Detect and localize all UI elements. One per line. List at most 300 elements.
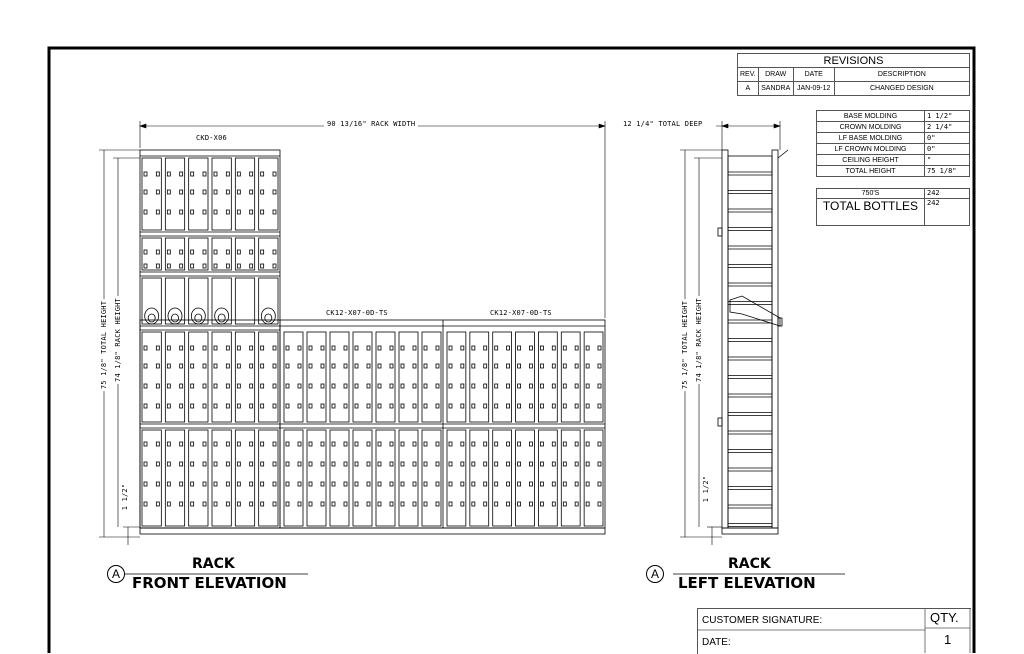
rack-peg [250, 404, 253, 408]
rack-peg [191, 364, 194, 368]
qty-label: QTY. [930, 610, 959, 625]
rack-peg [529, 462, 532, 466]
rack-peg [214, 264, 217, 268]
bottle-neck [172, 314, 179, 322]
rack-peg [355, 346, 358, 350]
rack-peg [563, 482, 566, 486]
rack-peg [226, 172, 229, 176]
rack-peg [203, 172, 206, 176]
rack-peg [191, 250, 194, 254]
rev-header: REV. [738, 68, 759, 82]
rack-peg [355, 364, 358, 368]
rack-peg [378, 364, 381, 368]
rack-peg [237, 442, 240, 446]
rack-peg [167, 482, 170, 486]
rack-peg [250, 172, 253, 176]
rack-column [538, 430, 557, 526]
rack-peg [529, 502, 532, 506]
rack-peg [518, 364, 521, 368]
rack-peg [449, 364, 452, 368]
left-elevation [718, 150, 788, 534]
rack-peg [575, 364, 578, 368]
rack-peg [203, 482, 206, 486]
rack-peg [378, 502, 381, 506]
date-label: DATE: [702, 637, 731, 648]
rack-peg [472, 442, 475, 446]
rack-peg [203, 190, 206, 194]
base-molding [140, 528, 605, 534]
rack-peg [250, 190, 253, 194]
rack-peg [250, 502, 253, 506]
rack-peg [250, 364, 253, 368]
rack-peg [167, 346, 170, 350]
rack-peg [436, 364, 439, 368]
rack-peg [436, 404, 439, 408]
rack-peg [250, 442, 253, 446]
front-total-height-label: 75 1/8" TOTAL HEIGHT [100, 300, 108, 390]
rack-peg [518, 384, 521, 388]
rack-peg [598, 442, 601, 446]
left-rack-height-label: 74 1/8" RACK HEIGHT [695, 298, 703, 382]
rack-peg [180, 404, 183, 408]
customer-signature-label: CUSTOMER SIGNATURE: [702, 615, 823, 626]
rack-peg [424, 346, 427, 350]
rack-peg [226, 482, 229, 486]
rack-peg [540, 404, 543, 408]
rack-column [584, 332, 603, 422]
left-callout: A [646, 565, 664, 583]
rack-peg [390, 404, 393, 408]
front-base-label: 1 1/2" [121, 483, 129, 511]
rack-peg [261, 346, 264, 350]
rack-peg [367, 462, 370, 466]
rack-column [189, 332, 208, 422]
rack-peg [332, 502, 335, 506]
left-total-height-label: 75 1/8" TOTAL HEIGHT [681, 300, 689, 390]
rack-column [142, 332, 161, 422]
rack-peg [575, 442, 578, 446]
rack-peg [237, 404, 240, 408]
rack-peg [344, 384, 347, 388]
rack-peg [529, 482, 532, 486]
left-title-line1: RACK [728, 556, 771, 572]
rack-peg [495, 364, 498, 368]
rack-peg [298, 364, 301, 368]
rack-peg [273, 482, 276, 486]
rack-peg [214, 346, 217, 350]
rack-peg [273, 364, 276, 368]
rack-peg [214, 462, 217, 466]
rack-peg [586, 462, 589, 466]
rack-peg [298, 404, 301, 408]
rack-peg [298, 384, 301, 388]
rack-peg [563, 404, 566, 408]
rack-peg [449, 462, 452, 466]
front-title-line1: RACK [192, 556, 235, 572]
rack-peg [309, 462, 312, 466]
rack-peg [237, 264, 240, 268]
rack-peg [413, 404, 416, 408]
rack-peg [191, 462, 194, 466]
molding-value: 2 1/4" [925, 122, 970, 133]
rack-peg [586, 384, 589, 388]
front-rack-height-label: 74 1/8" RACK HEIGHT [114, 298, 122, 382]
rack-peg [472, 482, 475, 486]
rack-peg [309, 482, 312, 486]
rack-peg [180, 250, 183, 254]
rack-peg [167, 462, 170, 466]
rack-peg [355, 442, 358, 446]
rack-peg [321, 384, 324, 388]
rack-peg [309, 384, 312, 388]
tower-label: CKD-X06 [196, 134, 227, 142]
rack-peg [344, 442, 347, 446]
rack-peg [167, 172, 170, 176]
rack-peg [191, 404, 194, 408]
rack-peg [321, 462, 324, 466]
rack-peg [156, 172, 159, 176]
rack-peg [332, 384, 335, 388]
rack-peg [261, 364, 264, 368]
rack-peg [367, 482, 370, 486]
rack-peg [355, 502, 358, 506]
rack-column [142, 430, 161, 526]
rack-column [584, 430, 603, 526]
rack-peg [563, 364, 566, 368]
rack-peg [226, 462, 229, 466]
left-title-line2: LEFT ELEVATION [678, 574, 816, 592]
rack-peg [424, 404, 427, 408]
rack-peg [261, 210, 264, 214]
rack-peg [167, 502, 170, 506]
rack-peg [495, 502, 498, 506]
rack-peg [167, 442, 170, 446]
rev-cell: A [738, 82, 759, 96]
rack-peg [507, 462, 510, 466]
crown-edge [778, 150, 788, 158]
rack-peg [203, 502, 206, 506]
rack-peg [484, 384, 487, 388]
rack-peg [156, 346, 159, 350]
rack-peg [180, 364, 183, 368]
rack-peg [203, 250, 206, 254]
side-post [772, 150, 778, 528]
rack-peg [575, 502, 578, 506]
left-depth-label: 12 1/4" TOTAL DEEP [623, 120, 703, 128]
rack-peg [552, 502, 555, 506]
rack-column [399, 332, 418, 422]
rack-peg [273, 442, 276, 446]
rack-peg [436, 384, 439, 388]
rack-peg [226, 384, 229, 388]
rack-column [330, 332, 349, 422]
rack-peg [378, 346, 381, 350]
rack-peg [449, 346, 452, 350]
rack-peg [298, 482, 301, 486]
molding-value: 0" [925, 133, 970, 144]
rack-peg [332, 462, 335, 466]
rack-peg [378, 482, 381, 486]
rack-peg [286, 502, 289, 506]
rack-column [470, 430, 489, 526]
rack-peg [237, 190, 240, 194]
rack-peg [250, 250, 253, 254]
rack-peg [167, 364, 170, 368]
rack-column [307, 430, 326, 526]
rack-column [470, 332, 489, 422]
draw-header: DRAW [758, 68, 793, 82]
rack-peg [413, 384, 416, 388]
rack-column [235, 430, 254, 526]
rack-peg [156, 384, 159, 388]
rack-peg [144, 384, 147, 388]
rack-peg [273, 210, 276, 214]
rack-peg [484, 442, 487, 446]
rack-peg [344, 502, 347, 506]
rack-peg [575, 384, 578, 388]
rack-peg [413, 364, 416, 368]
revisions-title: REVISIONS [738, 54, 970, 68]
rack-peg [552, 462, 555, 466]
rack-peg [495, 346, 498, 350]
rack-peg [156, 462, 159, 466]
rack-peg [321, 442, 324, 446]
molding-value: 75 1/8" [925, 166, 970, 177]
molding-label: LF CROWN MOLDING [817, 144, 925, 155]
rack-peg [180, 210, 183, 214]
rack-peg [214, 210, 217, 214]
rack-peg [449, 384, 452, 388]
rack-peg [203, 346, 206, 350]
rack-peg [273, 462, 276, 466]
rack-peg [237, 172, 240, 176]
revisions-table [737, 53, 970, 109]
rack-peg [261, 482, 264, 486]
rack-peg [390, 346, 393, 350]
rack-peg [191, 210, 194, 214]
rack-peg [180, 172, 183, 176]
rack-peg [461, 502, 464, 506]
rack-peg [518, 346, 521, 350]
rack-peg [367, 384, 370, 388]
rack-peg [321, 482, 324, 486]
rack-peg [180, 442, 183, 446]
rack-peg [484, 364, 487, 368]
rack-peg [598, 482, 601, 486]
rack-peg [449, 404, 452, 408]
rack-peg [261, 502, 264, 506]
rack-peg [250, 264, 253, 268]
rack-peg [529, 384, 532, 388]
rack-peg [540, 502, 543, 506]
rack-peg [237, 210, 240, 214]
rack-peg [226, 346, 229, 350]
rack-column [307, 332, 326, 422]
molding-value: 0" [925, 144, 970, 155]
rack-peg [367, 502, 370, 506]
rack-column [353, 332, 372, 422]
rack-peg [355, 384, 358, 388]
rack-peg [461, 442, 464, 446]
rack-peg [495, 442, 498, 446]
rack-peg [540, 384, 543, 388]
rack-peg [309, 502, 312, 506]
rack-column [516, 332, 535, 422]
rack-peg [180, 264, 183, 268]
rack-peg [518, 482, 521, 486]
rack-peg [226, 250, 229, 254]
rack-peg [449, 482, 452, 486]
rack-peg [261, 442, 264, 446]
rack-peg [495, 404, 498, 408]
rack-column [259, 332, 278, 422]
rack-column [284, 332, 303, 422]
rack-peg [484, 404, 487, 408]
rack-peg [144, 404, 147, 408]
rack-peg [144, 502, 147, 506]
side-clip [718, 228, 722, 236]
rack-peg [191, 442, 194, 446]
rack-peg [424, 502, 427, 506]
rack-peg [332, 346, 335, 350]
rack-peg [507, 404, 510, 408]
rack-peg [484, 502, 487, 506]
rack-peg [214, 482, 217, 486]
rack-peg [575, 462, 578, 466]
rack-peg [309, 404, 312, 408]
rack-peg [529, 404, 532, 408]
rack-peg [484, 482, 487, 486]
rack-peg [413, 462, 416, 466]
rack-peg [167, 384, 170, 388]
rack-peg [518, 462, 521, 466]
rack-column [561, 332, 580, 422]
rack-peg [261, 462, 264, 466]
rack-peg [180, 502, 183, 506]
rack-peg [156, 264, 159, 268]
rack-peg [401, 404, 404, 408]
rack-peg [344, 364, 347, 368]
rack-peg [540, 346, 543, 350]
rack-peg [540, 442, 543, 446]
rack-peg [298, 442, 301, 446]
rack-peg [495, 462, 498, 466]
rack-peg [586, 404, 589, 408]
rack-peg [424, 364, 427, 368]
molding-value: " [925, 155, 970, 166]
rack-peg [378, 384, 381, 388]
total-bottles-label: TOTAL BOTTLES [817, 199, 925, 226]
rack-peg [484, 462, 487, 466]
bottle-size-label: 750'S [817, 189, 925, 199]
rack-peg [273, 190, 276, 194]
rack-peg [367, 404, 370, 408]
rack-peg [598, 384, 601, 388]
description-header: DESCRIPTION [834, 68, 969, 82]
rack-peg [563, 502, 566, 506]
rack-peg [552, 364, 555, 368]
rack-peg [586, 502, 589, 506]
front-elevation [140, 150, 605, 534]
rack-peg [472, 346, 475, 350]
rack-peg [598, 462, 601, 466]
rack-peg [355, 404, 358, 408]
rack-peg [191, 172, 194, 176]
rack-peg [472, 404, 475, 408]
rack-column [376, 430, 395, 526]
rack-peg [226, 210, 229, 214]
rack-peg [540, 462, 543, 466]
rack-peg [203, 210, 206, 214]
rack-peg [203, 404, 206, 408]
side-bottle [730, 296, 780, 326]
rack-peg [261, 190, 264, 194]
rack-column [493, 332, 512, 422]
section2-label: CK12-X07-0D-TS [490, 309, 552, 317]
rack-peg [298, 346, 301, 350]
rack-peg [472, 384, 475, 388]
rack-peg [598, 364, 601, 368]
rack-peg [261, 250, 264, 254]
rack-peg [424, 384, 427, 388]
rack-peg [367, 346, 370, 350]
rack-peg [250, 384, 253, 388]
rack-peg [144, 346, 147, 350]
rack-peg [552, 404, 555, 408]
rack-peg [461, 482, 464, 486]
rack-peg [401, 462, 404, 466]
rack-peg [563, 384, 566, 388]
rack-peg [332, 442, 335, 446]
rack-column [212, 332, 231, 422]
rack-column [165, 332, 184, 422]
front-callout: A [107, 565, 125, 583]
rack-peg [167, 264, 170, 268]
rack-peg [214, 384, 217, 388]
rack-peg [575, 346, 578, 350]
rack-peg [401, 384, 404, 388]
rack-peg [367, 442, 370, 446]
rack-peg [286, 364, 289, 368]
side-base [722, 528, 778, 534]
rack-peg [203, 384, 206, 388]
rack-peg [180, 462, 183, 466]
description-cell: CHANGED DESIGN [834, 82, 969, 96]
rack-column [493, 430, 512, 526]
rack-peg [273, 346, 276, 350]
rack-peg [332, 482, 335, 486]
rack-peg [237, 364, 240, 368]
rack-peg [461, 384, 464, 388]
rack-column [447, 430, 466, 526]
rack-peg [401, 482, 404, 486]
rack-peg [436, 346, 439, 350]
rack-peg [552, 384, 555, 388]
rack-column [516, 430, 535, 526]
rack-peg [378, 462, 381, 466]
rack-peg [461, 404, 464, 408]
rack-peg [273, 264, 276, 268]
rack-peg [214, 250, 217, 254]
bottle-neck [218, 314, 225, 322]
rack-peg [250, 346, 253, 350]
rack-peg [180, 190, 183, 194]
rack-peg [167, 190, 170, 194]
rack-peg [529, 364, 532, 368]
rack-column [235, 332, 254, 422]
rack-column [399, 430, 418, 526]
rack-peg [286, 442, 289, 446]
